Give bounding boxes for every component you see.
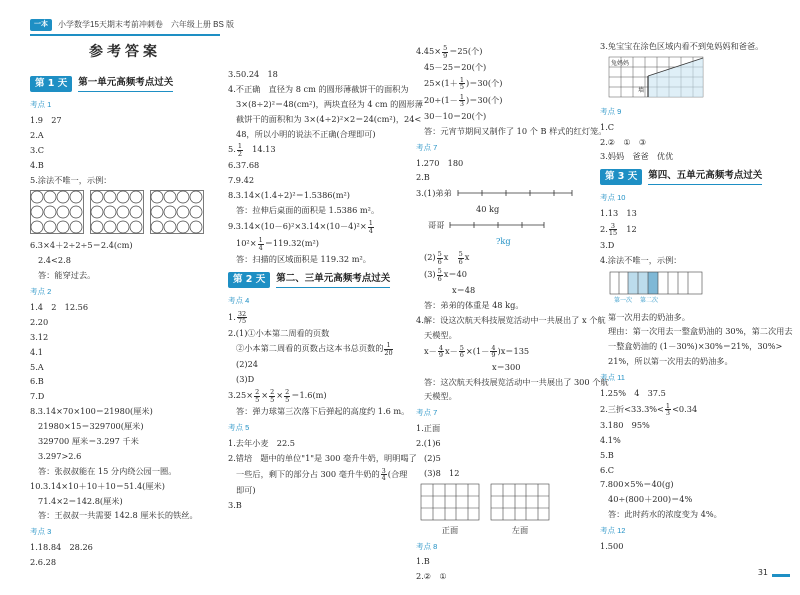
answer-line: 答：弹力球第三次落下后弹起的高度约 1.6 m。	[236, 406, 410, 417]
circle-pattern-3	[150, 190, 204, 234]
header-title: 小学数学15天期末考前冲刺卷 六年级上册 BS 版	[58, 20, 235, 30]
answer-line: 4.涂法不唯一，示例：	[600, 254, 682, 265]
svg-text:墙: 墙	[638, 86, 645, 94]
answer-line: 3.50.24 18	[228, 69, 278, 79]
column-4	[600, 40, 793, 556]
svg-text:第一次: 第一次	[614, 296, 633, 304]
kaodian-label: 考点 1	[30, 100, 52, 110]
answer-line: 21%，所以第一次用去的奶油多。	[608, 356, 733, 367]
answer-line: 4.1%	[600, 434, 621, 445]
kaodian-label: 考点 7	[416, 408, 438, 418]
answer-line: 2.B	[416, 172, 430, 183]
answer-line: 答：元宵节期间又制作了 10 个 B 样式的红灯笼。	[424, 125, 607, 136]
day-2-heading: 第 2 天 第二、三单元高频考点过关	[228, 272, 410, 288]
answer-line: 2.错培 题中的单位"1"是 300 毫升牛奶，明明喝了	[228, 452, 417, 463]
segment-diagram-brother	[456, 187, 576, 201]
answer-line: x＝300	[492, 361, 521, 372]
answer-line: 即可)	[236, 484, 256, 495]
answer-line: 2.20	[30, 316, 49, 327]
view-grids	[416, 483, 596, 537]
answer-line: 21980×15＝329700(厘米)	[38, 421, 144, 432]
answer-line: 答：此时药水的浓度变为 4%。	[608, 509, 722, 520]
kaodian-label: 考点 3	[30, 527, 52, 537]
answer-line: 3.B	[228, 499, 242, 510]
circle-pattern-2	[90, 190, 144, 234]
day-1-heading: 第 1 天 第一单元高频考点过关	[30, 76, 222, 92]
answer-line: 1.500	[600, 540, 624, 551]
answer-line: 6.C	[600, 464, 615, 475]
answer-line: 5.B	[600, 449, 614, 460]
page-number-bar	[772, 574, 790, 577]
page-number: 31	[757, 568, 768, 578]
answer-line: 5.A	[30, 361, 44, 372]
answer-line: 答：能穿过去。	[38, 270, 96, 281]
front-view-label: 正面	[441, 524, 459, 535]
answer-line: 2.A	[30, 129, 44, 140]
day-3-heading: 第 3 天 第四、五单元高频考点过关	[600, 169, 778, 185]
answer-line: 1.9 27	[30, 114, 62, 125]
answer-line: 6.3×4＋2÷2÷5＝2.4(cm)	[30, 240, 133, 251]
left-view-label: 左面	[511, 524, 529, 535]
kaodian-label: 考点 9	[600, 106, 622, 116]
answer-line: 4.不正确 直径为 8 cm 的圆形薄截饼干的面积为	[228, 83, 409, 94]
answer-line: 答：拉伸后桌面的面积是 1.5386 m²。	[236, 205, 380, 216]
kaodian-label: 考点 5	[228, 423, 250, 433]
answer-line: 一整盒奶油的 (1－30%)×30%＝21%，30%>	[608, 341, 783, 352]
answer-line: 4.45× $\frac{5}{9}$ ＝25(个)	[416, 44, 483, 60]
answer-line: 7.D	[30, 391, 45, 402]
answer-line: 天模型。	[424, 329, 457, 340]
answer-line: (2)5	[424, 453, 441, 463]
answer-line: 2.② ①	[416, 571, 447, 582]
answer-line: 10²× $\frac{1}{4}$ ＝119.32(m²)	[236, 236, 319, 252]
left-view	[490, 483, 550, 537]
answer-line: 3×(8÷2)²＝48(cm²)，两块直径为 4 cm 的圆形薄	[236, 98, 423, 109]
answer-line: 第一次用去的奶油多。	[608, 311, 690, 322]
answer-line: x－ $\frac{4}{9}$ x－ $\frac{5}{6}$ ×(1－ $\frac{4}{9}$ )x＝135	[424, 343, 530, 360]
answer-line: 25×(1＋ $\frac{1}{5}$ )＝30(个)	[424, 75, 503, 92]
cream-usage-bar	[608, 270, 704, 304]
kaodian-label: 考点 8	[416, 541, 438, 551]
answer-line: (2)24	[236, 359, 259, 370]
answer-line: 答：弟弟的体重是 48 kg。	[424, 300, 524, 310]
answer-line: 3.12	[30, 331, 49, 342]
answer-line: 7.9.42	[228, 175, 255, 186]
circle-pattern-1	[30, 190, 84, 234]
answer-line: 3.25× $\frac{2}{5}$ × $\frac{2}{5}$ × $\frac{2}{5}$ ＝1.6(m)	[228, 388, 327, 404]
kaodian-label: 考点 10	[600, 193, 626, 203]
answer-line: 1.13 13	[600, 207, 637, 218]
header-rule	[30, 34, 220, 36]
answer-line: 3.兔宝宝在涂色区域内看不到兔妈妈和爸爸。	[600, 41, 764, 51]
answer-line: 1.18.84 28.26	[30, 542, 93, 553]
view-zone-figure	[600, 56, 778, 102]
answer-line: 4.B	[30, 159, 44, 170]
answer-line: 2.(1)①小本第二周看的页数	[228, 327, 330, 338]
cream-usage-figure	[600, 270, 778, 308]
answer-line: 天模型。	[424, 391, 457, 402]
answer-line: 3.(1)弟弟	[416, 187, 596, 201]
answer-line: 6.B	[30, 376, 44, 387]
answer-line: (3)D	[236, 374, 255, 385]
answer-line: (3)8 12	[424, 467, 460, 478]
answer-line: 3.C	[30, 144, 45, 155]
answer-line: 48，所以小明的说法不正确(合理即可)	[236, 128, 376, 139]
answer-line: 4.解：设这次航天科技展览活动中一共展出了 x 个航	[416, 314, 606, 325]
answer-line: 截饼干的面积和为 3×(4÷2)²×2＝24(cm²)，24<	[236, 113, 422, 124]
kaodian-label: 考点 2	[30, 287, 52, 297]
segment-diagram-older-brother	[448, 219, 548, 233]
answer-line: 7.800×5%＝40(g)	[600, 479, 674, 490]
circle-pattern-figures	[30, 190, 222, 234]
answer-line: 2.② ① ③	[600, 136, 647, 147]
answer-line: 6.37.68	[228, 160, 260, 171]
answer-line: 20÷(1－ $\frac{1}{3}$ )＝30(个)	[424, 92, 503, 109]
answer-line: (3) $\frac{5}{6}$ x＝40	[424, 267, 467, 283]
answer-line: 30－10＝20(个)	[424, 110, 487, 121]
answer-line: x＝48	[452, 285, 476, 296]
column-1	[30, 40, 222, 572]
answer-line: 3.180 95%	[600, 419, 650, 430]
answer-line: 3.妈妈 爸爸 优优	[600, 151, 674, 162]
answer-line: 2.三折<33.3%< $\frac{1}{3}$ <0.34	[600, 401, 698, 418]
answer-line: 1.270 180	[416, 157, 464, 168]
answer-line: 1.正面	[416, 423, 441, 434]
answer-line: 2.(1)6	[416, 438, 441, 449]
answer-line: 答：张叔叔能在 15 分内绕公园一圈。	[38, 465, 177, 476]
kaodian-label: 考点 12	[600, 526, 626, 536]
answer-line: 答：扫描的区域面积是 119.32 m²。	[236, 254, 371, 265]
answer-line: ②小本第二周看的页数占这本书总页数的 $\frac{1}{20}$	[236, 341, 393, 357]
page-header	[30, 18, 234, 32]
brand-badge: 一本	[30, 19, 52, 31]
page-title: 参考答案	[89, 44, 161, 60]
answer-line: 40÷(800＋200)＝4%	[608, 494, 693, 505]
answer-line: (2) $\frac{5}{6}$ x $\frac{5}{6}$ x	[424, 250, 470, 266]
answer-line: 45－25＝20(个)	[424, 62, 487, 72]
kaodian-label: 考点 11	[600, 373, 625, 383]
answer-line: 1.4 2 12.56	[30, 301, 89, 312]
svg-text:兔妈妈: 兔妈妈	[611, 59, 630, 67]
answer-line: 一些后，剩下的部分占 300 毫升牛奶的 $\frac{3}{4}$ (合理	[236, 466, 408, 483]
answer-line: 哥哥	[416, 219, 596, 233]
answer-line: 5. $\frac{1}{2}$ 14.13	[228, 142, 276, 158]
answer-line: 1.25% 4 37.5	[600, 387, 666, 398]
front-view-grid	[420, 483, 480, 521]
kaodian-label: 考点 4	[228, 295, 250, 305]
svg-text:第二次: 第二次	[640, 296, 659, 304]
answer-line: 1. $\frac{32}{75}$	[228, 309, 247, 326]
answer-line: 329700 厘米＝3.297 千米	[38, 435, 139, 446]
left-view-grid	[490, 483, 550, 521]
segment-label: 40 kg	[476, 204, 500, 215]
answer-line: 10.3.14×10＋10＋10＝51.4(厘米)	[30, 480, 165, 491]
answer-line: 1.B	[416, 556, 430, 567]
answer-line: 5.涂法不唯一，示例：	[30, 174, 112, 185]
answer-line: 答：王叔叔一共需要 142.8 厘米长的铁丝。	[38, 510, 198, 521]
answer-line: 71.4×2＝142.8(厘米)	[38, 495, 123, 506]
answer-line: 4.1	[30, 346, 44, 357]
front-view	[420, 483, 480, 537]
kaodian-label: 考点 7	[416, 142, 438, 152]
answer-line: 2.4<2.8	[38, 255, 71, 266]
answer-line: 8.3.14×70×100＝21980(厘米)	[30, 406, 153, 417]
answer-line: 3.297>2.6	[38, 450, 82, 461]
answer-line: 3.D	[600, 239, 615, 250]
answer-line: 1.去年小麦 22.5	[228, 437, 295, 448]
answer-line: 2.6.28	[30, 557, 57, 568]
answer-line: 8.3.14×(1.4÷2)²＝1.5386(m²)	[228, 190, 350, 201]
answer-line: 理由：第一次用去一整盒奶油的 30%，第二次用去	[608, 326, 793, 337]
view-zone-grid	[608, 56, 704, 98]
answer-line: 2. $\frac{3}{15}$ 12	[600, 221, 637, 238]
segment-label: ?kg	[496, 236, 511, 247]
answer-line: 9.3.14×(10－6)²×3.14×(10－4)²× $\frac{1}{4}$	[228, 219, 373, 235]
answer-line: 答：这次航天科技展览活动中一共展出了 300 个航	[424, 376, 609, 387]
answer-line: 1.C	[600, 121, 615, 132]
